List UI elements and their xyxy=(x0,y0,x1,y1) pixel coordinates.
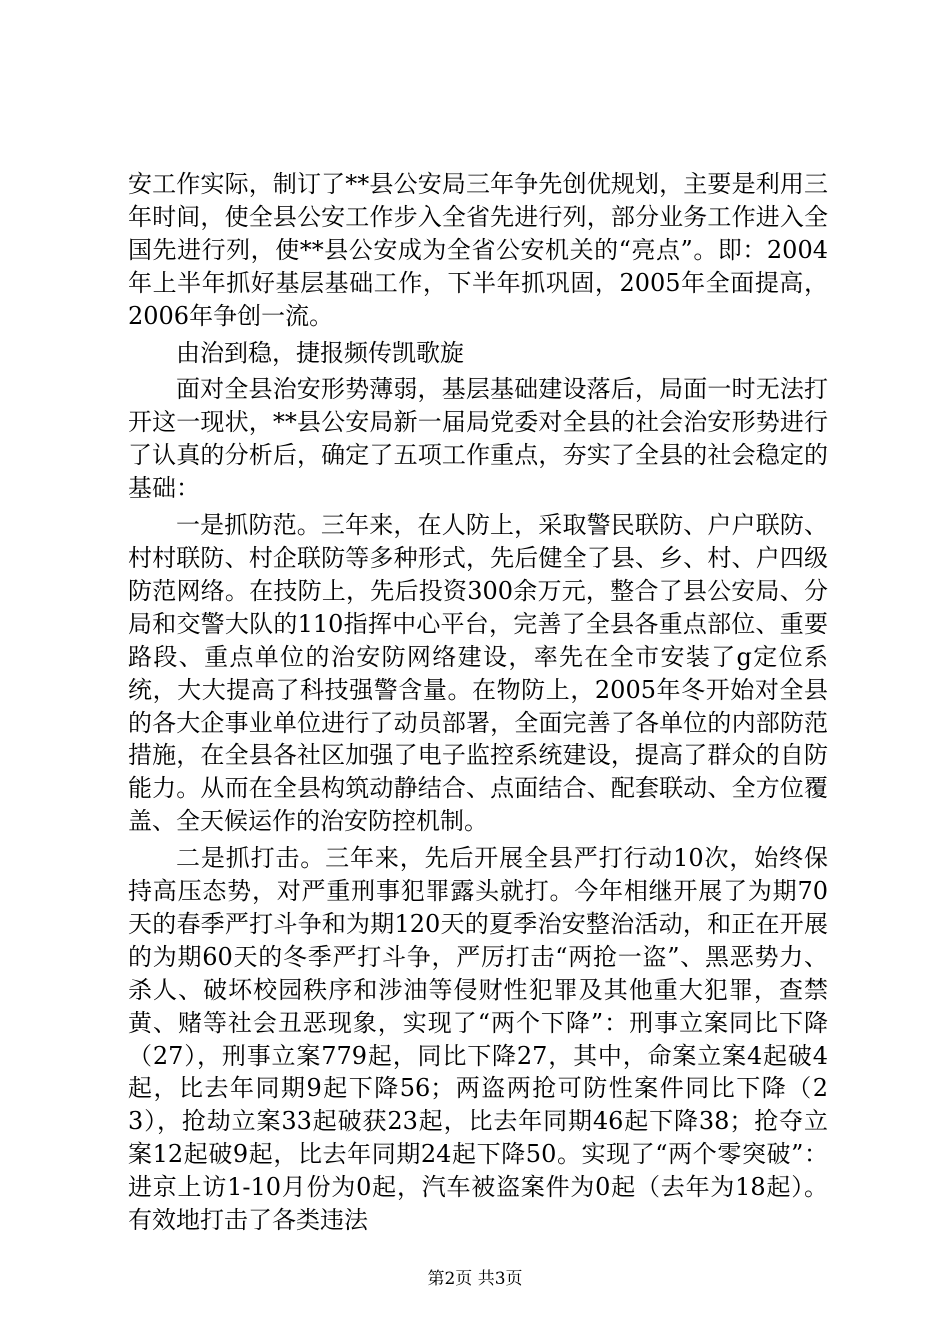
paragraph-crackdown: 二是抓打击。三年来，先后开展全县严打行动10次，始终保持高压态势，对严重刑事犯罪露头就打。今年相继开展了为期70天的春季严打斗争和为期120天的夏季治安整治活动，和正在开展的为期60天的冬季严打斗争，严厉打击“两抢一盗”、黑恶势力、杀人、破坏校园秩序和涉油等侵财性犯罪及其他重大犯罪，查禁黄、赌等社会丑恶现象，实现了“两个下降”：刑事立案同比下降（27），刑事立案779起，同比下降27，其中，命案立案4起破4起，比去年同期9起下降56；两盗两抢可防性案件同比下降（23），抢劫立案33起破获23起，比去年同期46起下降38；抢夺立案12起破9起，比去年同期24起下降50。实现了“两个零突破”：进京上访1-10月份为0起，汽车被盗案件为0起（去年为18起）。有效地打击了各类违法 xyxy=(128,844,828,1235)
paragraph-intro-continued: 安工作实际，制订了**县公安局三年争先创优规划，主要是利用三年时间，使全县公安工作步入全省先进行列，部分业务工作进入全国先进行列，使**县公安成为全省公安机关的“亮点”。即：2004年上半年抓好基层基础工作，下半年抓巩固，2005年全面提高，2006年争创一流。 xyxy=(128,170,828,330)
paragraph-situation: 面对全县治安形势薄弱，基层基础建设落后，局面一时无法打开这一现状，**县公安局新一届局党委对全县的社会治安形势进行了认真的分析后，确定了五项工作重点，夯实了全县的社会稳定的基础： xyxy=(128,375,828,503)
paragraph-prevention: 一是抓防范。三年来，在人防上，采取警民联防、户户联防、村村联防、村企联防等多种形式，先后健全了县、乡、村、户四级防范网络。在技防上，先后投资300余万元，整合了县公安局、分局和交警大队的110指挥中心平台，完善了全县各重点部位、重要路段、重点单位的治安防网络建设，率先在全市安装了g定位系统，大大提高了科技强警含量。在物防上，2005年冬开始对全县的各大企事业单位进行了动员部署，全面完善了各单位的内部防范措施，在全县各社区加强了电子监控系统建设，提高了群众的自防能力。从而在全县构筑动静结合、点面结合、配套联动、全方位覆盖、全天候运作的治安防控机制。 xyxy=(128,511,828,836)
document-body xyxy=(128,168,828,1237)
page-number-footer: 第2页 共3页 xyxy=(427,1269,523,1289)
section-heading: 由治到稳，捷报频传凯歌旋 xyxy=(176,338,464,367)
